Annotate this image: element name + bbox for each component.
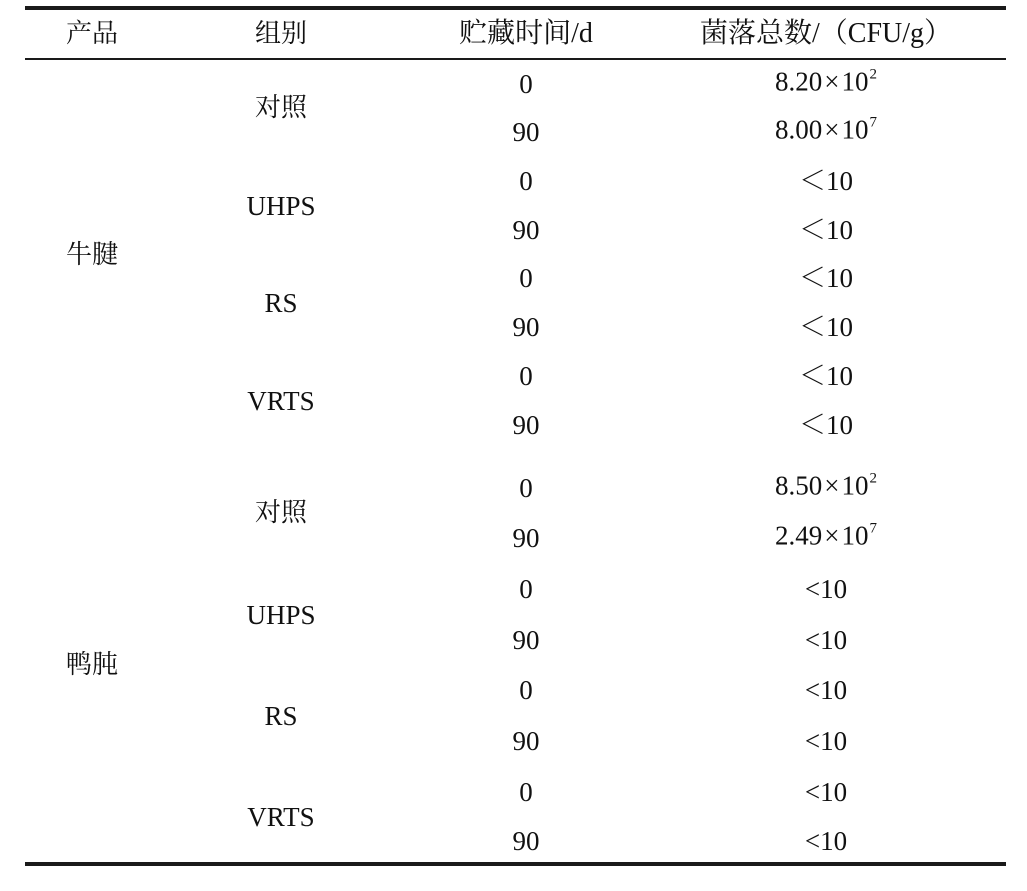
colony-count-cell — [799, 311, 853, 343]
colony-count-cell — [805, 624, 847, 656]
colony-count-exponent: 7 — [869, 114, 877, 131]
colony-count-cell — [799, 214, 853, 246]
table-header-rule — [25, 58, 1006, 60]
multiply-sign: × — [824, 520, 840, 551]
table-top-rule — [25, 6, 1006, 10]
colony-count-cell — [799, 165, 853, 197]
colony-count-cell — [799, 262, 853, 294]
colony-count-cell — [775, 520, 877, 557]
storage-days-cell: 0 — [519, 69, 533, 99]
colony-count-text: <10 — [804, 777, 848, 807]
colony-count-cell — [799, 360, 853, 392]
colony-count-mantissa: 2.49 — [775, 520, 823, 551]
storage-days-cell: 90 — [512, 215, 540, 245]
header-colony-count: 菌落总数/（CFU/g） — [699, 18, 953, 49]
product-name-cell: 鸭肫 — [65, 649, 119, 680]
table-bottom-rule — [25, 862, 1006, 866]
header-group: 组别 — [254, 19, 308, 49]
colony-count-mantissa: 8.20 — [775, 66, 823, 97]
group-name-cell: VRTS — [247, 385, 315, 416]
colony-count-cell — [799, 409, 853, 441]
multiply-sign: × — [824, 66, 840, 97]
colony-count-exponent: 2 — [869, 66, 877, 83]
multiply-sign: × — [824, 114, 840, 145]
colony-count-cell — [805, 573, 847, 605]
colony-count-base: 10 — [841, 470, 869, 501]
storage-days-cell: 0 — [519, 675, 533, 705]
colony-count-text: <10 — [804, 625, 848, 655]
storage-days-cell: 90 — [512, 625, 540, 655]
group-name-cell: 对照 — [254, 93, 308, 123]
storage-days-cell: 90 — [512, 410, 540, 440]
colony-count-mantissa: 8.00 — [775, 114, 823, 145]
storage-days-cell: 0 — [519, 574, 533, 604]
storage-days-cell: 0 — [519, 361, 533, 391]
group-name-cell: RS — [264, 287, 298, 318]
colony-count-text: <10 — [804, 675, 848, 705]
colony-count-text: ＜10 — [799, 312, 853, 342]
storage-days-cell: 0 — [519, 777, 533, 807]
colony-count-cell — [805, 776, 847, 808]
colony-count-exponent: 2 — [869, 470, 877, 487]
group-name-cell: UHPS — [246, 190, 316, 221]
header-product: 产品 — [65, 19, 119, 49]
storage-days-cell: 0 — [519, 473, 533, 503]
colony-count-cell — [805, 674, 847, 706]
colony-count-text: ＜10 — [799, 166, 853, 196]
colony-count-text: <10 — [804, 726, 848, 756]
group-name-cell: UHPS — [246, 599, 316, 630]
colony-count-base: 10 — [841, 520, 869, 551]
colony-count-text: ＜10 — [799, 263, 853, 293]
storage-days-cell: 90 — [512, 117, 540, 147]
colony-count-cell — [775, 66, 877, 103]
colony-count-text: <10 — [804, 826, 848, 856]
group-name-cell: VRTS — [247, 801, 315, 832]
storage-days-cell: 90 — [512, 523, 540, 553]
group-name-cell: RS — [264, 700, 298, 731]
header-storage-days: 贮藏时间/d — [459, 18, 593, 49]
storage-days-cell: 0 — [519, 263, 533, 293]
multiply-sign: × — [824, 470, 840, 501]
storage-days-cell: 0 — [519, 166, 533, 196]
group-name-cell: 对照 — [254, 498, 308, 528]
colony-count-exponent: 7 — [869, 520, 877, 537]
colony-count-cell — [775, 114, 877, 151]
product-name-cell: 牛腱 — [65, 239, 119, 270]
storage-days-cell: 90 — [512, 826, 540, 856]
colony-count-text: <10 — [804, 574, 848, 604]
colony-count-cell — [805, 725, 847, 757]
colony-count-text: ＜10 — [799, 215, 853, 245]
colony-count-cell — [805, 825, 847, 857]
colony-count-text: ＜10 — [799, 410, 853, 440]
storage-days-cell: 90 — [512, 726, 540, 756]
storage-days-cell: 90 — [512, 312, 540, 342]
colony-count-cell — [775, 470, 877, 507]
colony-count-mantissa: 8.50 — [775, 470, 823, 501]
colony-count-text: ＜10 — [799, 361, 853, 391]
colony-count-base: 10 — [841, 66, 869, 97]
colony-count-base: 10 — [841, 114, 869, 145]
